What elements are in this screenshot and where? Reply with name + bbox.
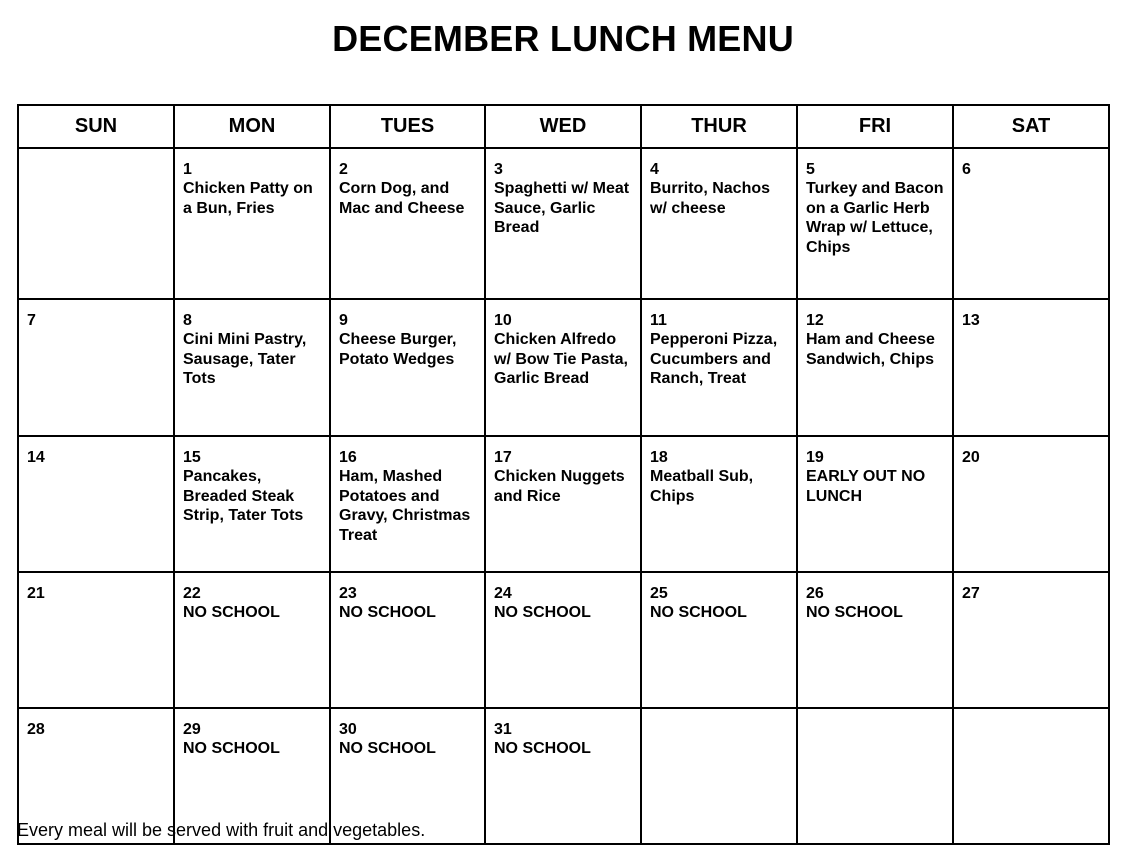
day-number: 9: [339, 312, 348, 329]
weekday-header: WED: [485, 105, 641, 148]
day-number: 24: [494, 585, 512, 602]
footnote: Every meal will be served with fruit and vegetables.: [17, 820, 426, 840]
weekday-header-row: [18, 105, 1109, 148]
weekday-header: MON: [174, 105, 330, 148]
day-cell: [174, 436, 330, 572]
day-number: 10: [494, 312, 512, 329]
day-number: 20: [962, 449, 980, 466]
day-cell: [485, 299, 641, 436]
meal-text: Burrito, Nachos w/ cheese: [650, 180, 771, 217]
day-cell: [18, 299, 174, 436]
day-number: 7: [27, 312, 36, 329]
week-row: [18, 299, 1109, 436]
day-number: 30: [339, 721, 357, 738]
day-number: 5: [806, 161, 815, 178]
week-row: [18, 436, 1109, 572]
meal-text: Ham, Mashed Potatoes and Gravy, Christmas Treat: [339, 468, 471, 544]
day-cell: [330, 299, 485, 436]
day-number: 27: [962, 585, 980, 602]
meal-text: NO SCHOOL: [494, 604, 591, 622]
day-cell: [641, 708, 797, 844]
day-number: 8: [183, 312, 192, 329]
day-number: 28: [27, 721, 45, 738]
day-number: 1: [183, 161, 192, 178]
day-number: 25: [650, 585, 668, 602]
day-cell: [953, 436, 1109, 572]
meal-text: Cini Mini Pastry, Sausage, Tater Tots: [183, 331, 307, 388]
weekday-header: SAT: [953, 105, 1109, 148]
day-cell: [641, 148, 797, 299]
meal-text: Chicken Nuggets and Rice: [494, 468, 625, 505]
day-cell: [797, 436, 953, 572]
day-number: 19: [806, 449, 824, 466]
day-cell: [174, 299, 330, 436]
day-cell: [953, 299, 1109, 436]
day-cell: [953, 708, 1109, 844]
day-number: 21: [27, 585, 45, 602]
day-number: 22: [183, 585, 201, 602]
day-cell: [174, 572, 330, 708]
meal-text: Chicken Alfredo w/ Bow Tie Pasta, Garlic Bread: [494, 331, 628, 388]
meal-text: Spaghetti w/ Meat Sauce, Garlic Bread: [494, 180, 630, 237]
day-cell: [641, 299, 797, 436]
day-cell: [18, 572, 174, 708]
week-row: [18, 148, 1109, 299]
meal-text: NO SCHOOL: [183, 740, 280, 758]
meal-text: NO SCHOOL: [339, 740, 436, 758]
day-cell: [330, 436, 485, 572]
day-cell: [485, 436, 641, 572]
day-number: 3: [494, 161, 503, 178]
day-number: 16: [339, 449, 357, 466]
day-cell: [485, 708, 641, 844]
meal-text: NO SCHOOL: [183, 604, 280, 622]
meal-text: NO SCHOOL: [650, 604, 747, 622]
weekday-header: THUR: [641, 105, 797, 148]
day-cell: [953, 148, 1109, 299]
week-row: [18, 572, 1109, 708]
day-cell: [797, 572, 953, 708]
day-number: 12: [806, 312, 824, 329]
day-cell: [797, 708, 953, 844]
day-number: 13: [962, 312, 980, 329]
day-cell: [485, 148, 641, 299]
day-number: 14: [27, 449, 45, 466]
day-number: 6: [962, 161, 971, 178]
day-number: 2: [339, 161, 348, 178]
day-cell: [641, 436, 797, 572]
weekday-header: TUES: [330, 105, 485, 148]
page-title: DECEMBER LUNCH MENU: [332, 18, 794, 59]
day-number: 11: [650, 312, 667, 329]
day-cell: [18, 436, 174, 572]
day-cell: [485, 572, 641, 708]
meal-text: Pancakes, Breaded Steak Strip, Tater Tots: [183, 468, 304, 525]
meal-text: Chicken Patty on a Bun, Fries: [183, 180, 313, 217]
day-cell: [797, 148, 953, 299]
day-number: 18: [650, 449, 668, 466]
meal-text: NO SCHOOL: [806, 604, 903, 622]
day-cell: [330, 148, 485, 299]
day-number: 26: [806, 585, 824, 602]
meal-text: NO SCHOOL: [339, 604, 436, 622]
weekday-header: SUN: [18, 105, 174, 148]
day-cell: [174, 148, 330, 299]
meal-text: Corn Dog, and Mac and Cheese: [339, 180, 465, 217]
meal-text: Turkey and Bacon on a Garlic Herb Wrap w/ Lettuce, Chips: [806, 180, 944, 256]
day-number: 4: [650, 161, 659, 178]
meal-text: Cheese Burger, Potato Wedges: [339, 331, 457, 368]
meal-text: EARLY OUT NO LUNCH: [806, 468, 926, 505]
day-cell: [797, 299, 953, 436]
meal-text: Ham and Cheese Sandwich, Chips: [806, 331, 935, 368]
day-number: 31: [494, 721, 512, 738]
day-cell: [641, 572, 797, 708]
lunch-calendar: [17, 104, 1110, 845]
day-number: 15: [183, 449, 201, 466]
day-cell: [330, 572, 485, 708]
day-number: 29: [183, 721, 201, 738]
day-cell: [18, 148, 174, 299]
weekday-header: FRI: [797, 105, 953, 148]
meal-text: Meatball Sub, Chips: [650, 468, 754, 505]
day-number: 23: [339, 585, 357, 602]
meal-text: Pepperoni Pizza, Cucumbers and Ranch, Treat: [650, 331, 778, 388]
day-number: 17: [494, 449, 512, 466]
day-cell: [953, 572, 1109, 708]
meal-text: NO SCHOOL: [494, 740, 591, 758]
